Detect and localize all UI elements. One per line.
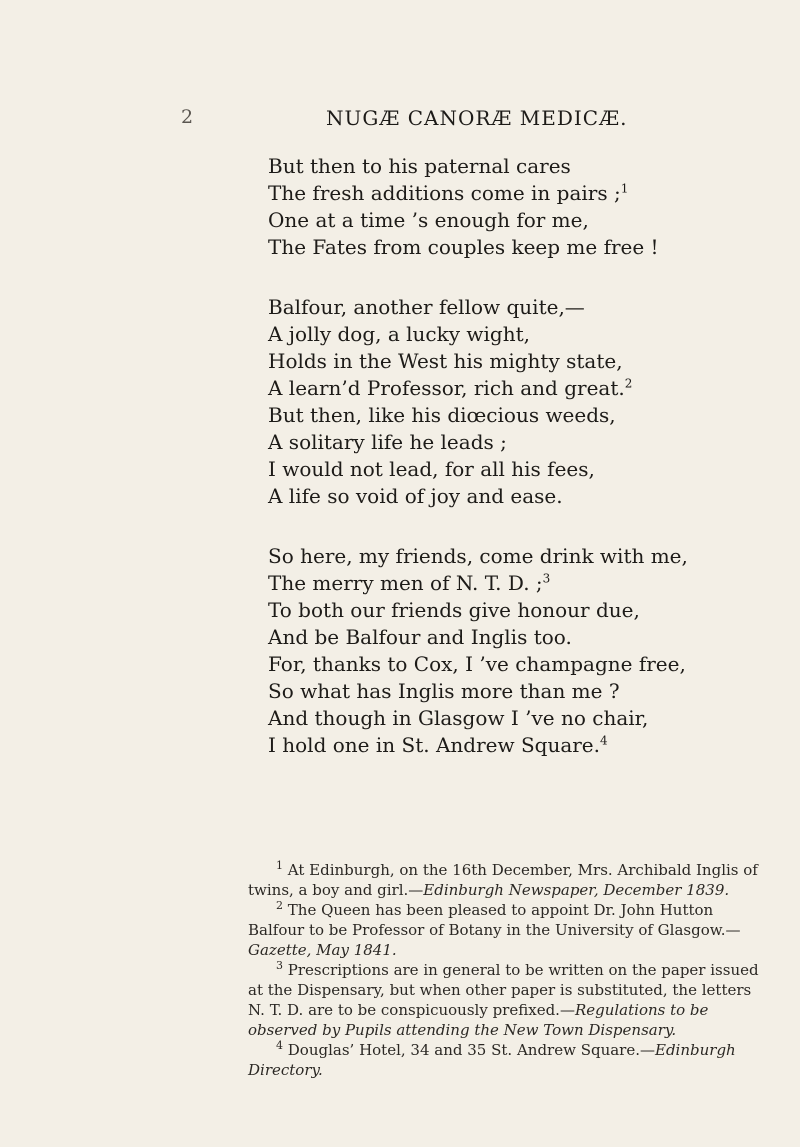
poem-line: For, thanks to Cox, I ’ve champagne free, <box>268 652 686 676</box>
poem-line: But then, like his diœcious weeds, <box>268 403 616 427</box>
poem-line: I would not lead, for all his fees, <box>268 457 595 481</box>
footnote-ref: 1 <box>620 181 629 196</box>
poem-line: Holds in the West his mighty state, <box>268 349 623 373</box>
footnote-ref: 4 <box>600 733 608 748</box>
footnote-ref: 3 <box>542 571 551 586</box>
running-head: NUGÆ CANORÆ MEDICÆ. <box>326 106 628 130</box>
poem-line: So what has Inglis more than me ? <box>268 679 620 703</box>
footnote-ref: 2 <box>624 376 633 391</box>
poem-line: Balfour, another fellow quite,— <box>268 295 585 319</box>
stanza-2 <box>268 294 748 510</box>
poem-line: I hold one in St. Andrew Square.$^4$ <box>268 733 608 757</box>
stanza-1 <box>268 153 748 261</box>
poem-line: And though in Glasgow I ’ve no chair, <box>268 706 649 730</box>
poem-line: But then to his paternal cares <box>268 154 571 178</box>
poem-line: The Fates from couples keep me free ! <box>268 235 659 259</box>
poem <box>268 153 748 792</box>
poem-line: A jolly dog, a lucky wight, <box>268 322 530 346</box>
poem-line: A learn’d Professor, rich and great.$^2$ <box>268 376 633 400</box>
footnotes <box>248 860 768 1080</box>
poem-line: The merry men of N. T. D. ;$^3$ <box>268 571 551 595</box>
footnote: $^2$ The Queen has been pleased to appoint Dr. John Hutton Balfour to be Professor of Botany in the University of Glasgow.—Gazette, May 1841. <box>248 899 741 959</box>
footnote: $^3$ Prescriptions are in general to be written on the paper issued at the Dispensary, but when other paper is substituted, the letters N. T. D. are to be conspicuously prefixed.—Regulations to be observed by Pupils attending the New Town Dispensary. <box>248 959 759 1039</box>
poem-line: One at a time ’s enough for me, <box>268 208 589 232</box>
poem-line: A solitary life he leads ; <box>268 430 507 454</box>
poem-line: And be Balfour and Inglis too. <box>268 625 572 649</box>
poem-line: The fresh additions come in pairs ;$^1$ <box>268 181 629 205</box>
page-number: 2 <box>181 106 194 128</box>
poem-line: To both our friends give honour due, <box>268 598 640 622</box>
footnote: $^4$ Douglas’ Hotel, 34 and 35 St. Andrew Square.—Edinburgh Directory. <box>248 1039 736 1079</box>
stanza-3 <box>268 543 748 759</box>
footnote: $^1$ At Edinburgh, on the 16th December, Mrs. Archibald Inglis of twins, a boy and girl.—Edinburgh Newspaper, December 1839. <box>248 859 758 899</box>
poem-line: A life so void of joy and ease. <box>268 484 563 508</box>
poem-line: So here, my friends, come drink with me, <box>268 544 688 568</box>
